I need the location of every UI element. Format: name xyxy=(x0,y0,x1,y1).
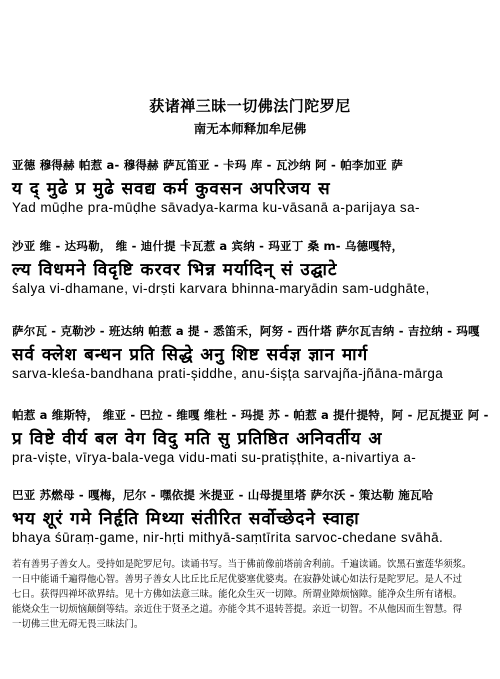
romanization: bhaya śūraṃ-game, nir-hṛti mithyā-saṃtīrita sarvoc-chedane svāhā. xyxy=(12,530,444,545)
chinese-transliteration: 萨尔瓦 - 克勒沙 - 班达纳 帕惹 a 提 - 悉笛禾，阿努 - 西什塔 萨尔瓦吉纳 - 吉拉纳 - 玛嘎 xyxy=(12,324,480,338)
mantra-line-4 xyxy=(12,407,490,465)
siddham-script: प्र विष्टे वीर्य बल वेग विदु मति सु प्रतिष्ठित अनिवर्तीय अ xyxy=(12,429,383,449)
chinese-transliteration: 亚德 穆得赫 帕惹 a- 穆得赫 萨瓦笛亚 - 卡玛 库 - 瓦沙纳 阿 - 帕李加亚 萨 xyxy=(12,158,403,172)
mantra-line-3 xyxy=(12,323,490,381)
romanization: Yad mūḍhe pra-mūḍhe sāvadya-karma ku-vāsanā a-parijaya sa- xyxy=(12,200,420,215)
explanatory-note xyxy=(12,557,490,632)
romanization: sarva-kleśa-bandhana prati-șiddhe, anu-śișța sarvajña-jñāna-mārga xyxy=(12,366,444,381)
siddham-script: ल्य विधमने विदृष्टि करवर भिन्न मर्यादिन् सं उद्घाटे xyxy=(12,260,338,280)
romanization: śalya vi-dhamane, vi-drṣti karvara bhinna-maryādin sam-udghāte, xyxy=(12,281,430,296)
siddham-script: भय शूरं गमे निर्हृति मिथ्या संतीरित सर्वोच्छेदने स्वाहा xyxy=(12,509,360,529)
siddham-script: सर्व क्लेश बन्धन प्रति सिद्धे अनु शिष्ट सर्वज्ञ ज्ञान मार्ग xyxy=(12,345,369,365)
chinese-transliteration: 巴亚 苏燃母 - 嘎梅，尼尔 - 嘿依提 米提亚 - 山母提里塔 萨尔沃 - 策达勒 施瓦哈 xyxy=(12,488,434,502)
mantra-line-5 xyxy=(12,487,490,545)
page-title: 获诸禅三昧一切佛法门陀罗尼 xyxy=(149,97,351,115)
mantra-line-2 xyxy=(12,238,490,296)
chinese-transliteration: 沙亚 维 - 达玛勒， 维 - 迪什提 卡瓦惹 a 宾纳 - 玛亚丁 桑 m- 乌德嘎特， xyxy=(12,239,404,253)
note-line: 若有善男子善女人。受持如是陀罗尼句。读诵书写。当于佛前像前塔前舍利前。千遍读诵。饮黑石蜜莲华须浆。 xyxy=(12,559,472,570)
note-line: 七日。获得四禅坏欲界结。见十方佛如法意三昧。能化众生灭一切障。所谓业障烦恼障。能净众生所有诸根。 xyxy=(12,589,463,600)
chinese-transliteration: 帕惹 a 维斯特， 维亚 - 巴拉 - 维嘎 维杜 - 玛提 苏 - 帕惹 a 提什提特，阿 - 尼瓦提亚 阿 - xyxy=(12,408,489,422)
romanization: pra-viște, vīrya-bala-vega vidu-mati su-pratișțhite, a-nivartiya a- xyxy=(12,450,417,465)
page-subtitle: 南无本师释加牟尼佛 xyxy=(193,121,307,136)
note-line: 一切佛三世无碍无畏三昧法门。 xyxy=(12,619,144,630)
note-line: 能烧众生一切烦恼颠倒等结。亲近住于贤圣之道。亦能令其不退转菩提。亲近一切智。不从他因而生智慧。得 xyxy=(12,604,463,615)
siddham-script: य द् मुढे प्र मुढे सवद्य कर्म कुवसन अपरिजय स xyxy=(12,179,331,199)
note-line: 一日中能诵千遍得他心智。善男子善女人比丘比丘尼优婆塞优婆夷。在寂静处诚心如法行是陀罗尼。是人不过 xyxy=(12,574,463,585)
mantra-line-1 xyxy=(12,157,490,215)
